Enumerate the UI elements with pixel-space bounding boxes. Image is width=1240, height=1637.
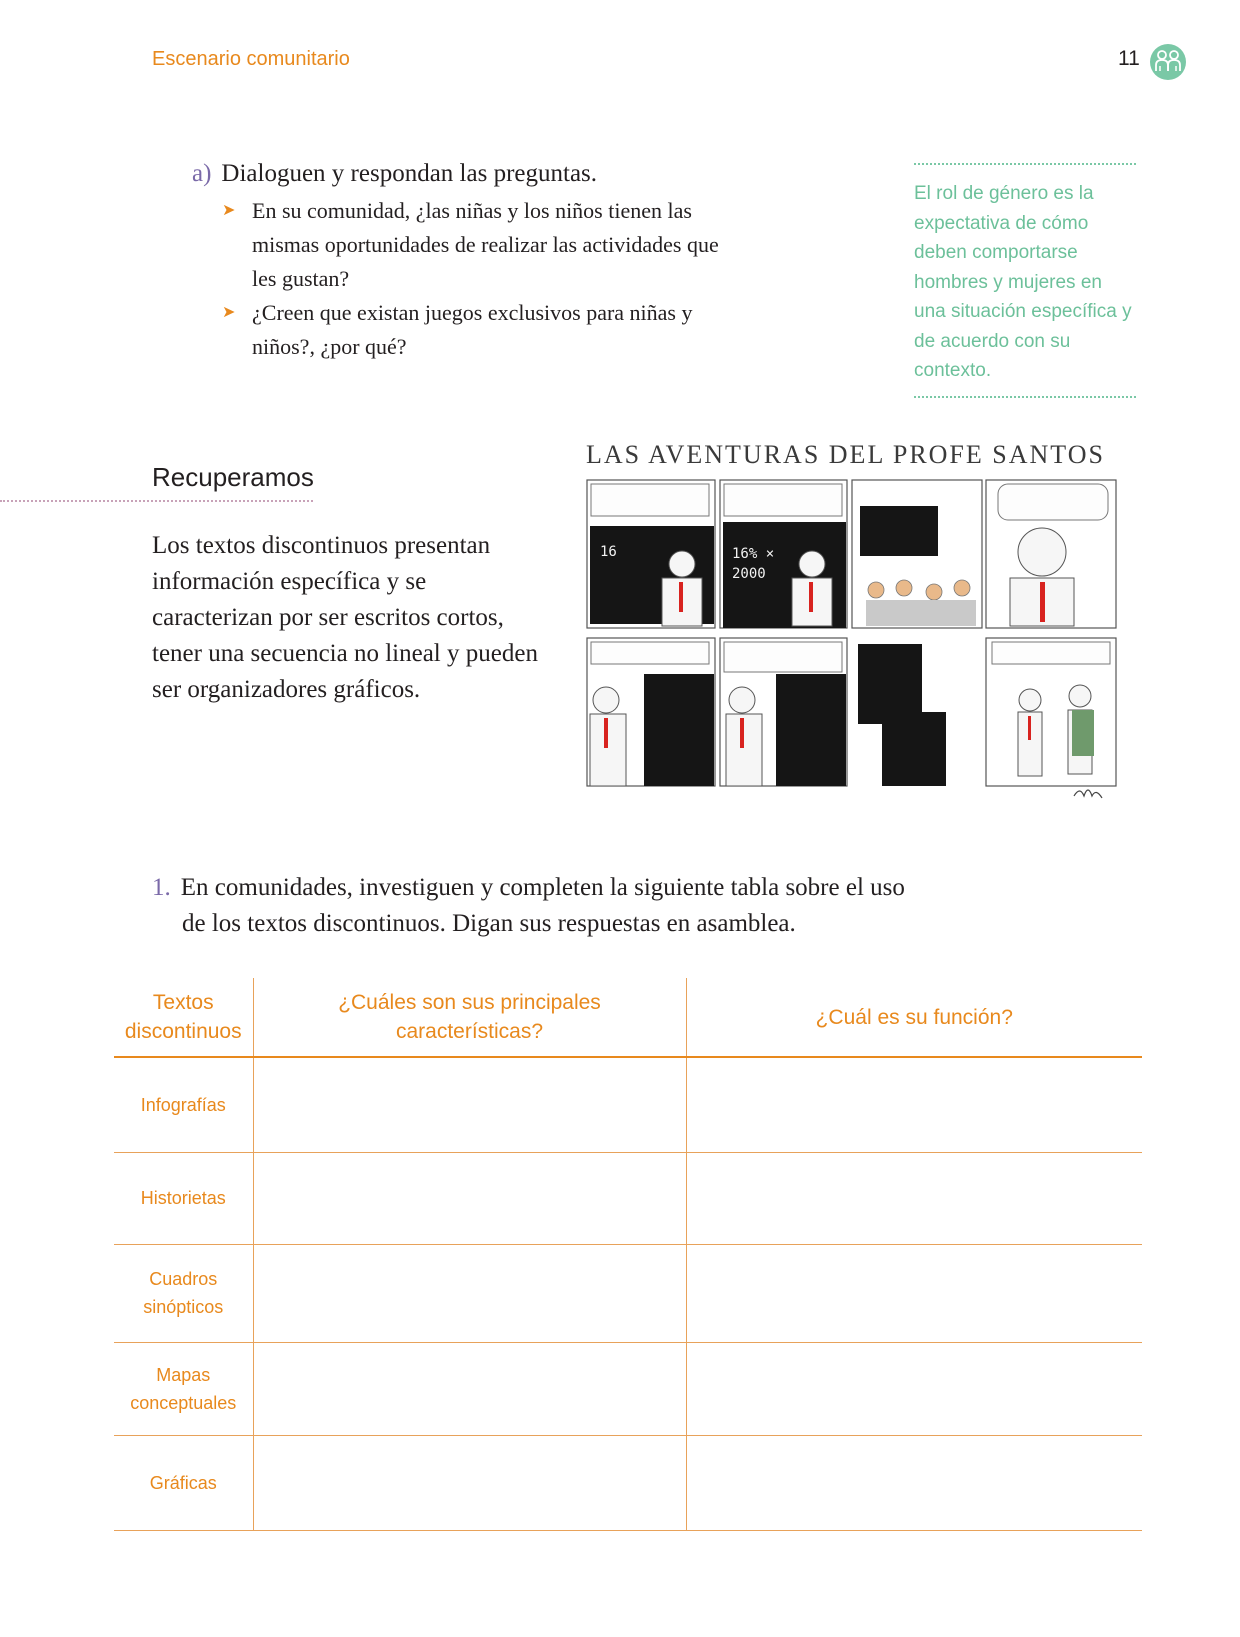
svg-text:2000: 2000 (732, 566, 766, 582)
row-label-text: Mapas conceptuales (130, 1364, 237, 1413)
comic-illustration (586, 478, 1138, 810)
funcion-cell[interactable] (686, 1342, 1142, 1435)
row-label: Infografías (114, 1057, 253, 1152)
comic-title: LAS AVENTURAS DEL PROFE SANTOS (586, 440, 1105, 469)
header-textos-discontinuos (114, 978, 253, 1057)
header-label: ¿Cuál es su función? (815, 1005, 1013, 1029)
header-funcion (686, 978, 1142, 1057)
bullet-item (222, 296, 742, 364)
svg-text:16% ×: 16% × (732, 546, 775, 562)
glossary-note: El rol de género es la expectativa de cómo deben comportarse hombres y mujeres en una situación específica y de acuerdo con su contexto. (914, 163, 1136, 398)
bullet-text: En su comunidad, ¿las niñas y los niños tienen las mismas oportunidades de realizar las actividades que les gustan? (252, 198, 719, 291)
svg-text:16: 16 (600, 544, 617, 560)
table-row (114, 1244, 1142, 1342)
recuperamos-paragraph: Los textos discontinuos presentan información específica y se caracterizan por ser escritos cortos, tener una secuencia no lineal y pueden ser organizadores gráficos. (152, 532, 538, 703)
section-divider (0, 500, 313, 502)
header-label: Textos discontinuos (124, 991, 242, 1043)
row-label: Gráficas (114, 1435, 253, 1530)
activity-1-number: 1. (152, 874, 171, 901)
funcion-cell[interactable] (686, 1152, 1142, 1244)
caracteristicas-cell[interactable] (253, 1244, 686, 1342)
header-label: ¿Cuáles son sus principales características? (338, 991, 601, 1043)
arrow-bullet-icon: ➤ (222, 304, 236, 321)
activity-1-instruction (152, 870, 992, 942)
bullet-item (222, 194, 742, 296)
table-row (114, 1152, 1142, 1244)
header-caracteristicas (253, 978, 686, 1057)
caracteristicas-cell[interactable] (253, 1435, 686, 1530)
activity-a-text: Dialoguen y respondan las preguntas. (221, 160, 598, 187)
activity-1-line1: En comunidades, investiguen y completen la siguiente tabla sobre el uso (180, 874, 905, 901)
caracteristicas-cell[interactable] (253, 1057, 686, 1152)
section-title: Recuperamos (152, 462, 314, 492)
arrow-bullet-icon: ➤ (222, 202, 236, 219)
table-row (114, 1057, 1142, 1152)
funcion-cell[interactable] (686, 1435, 1142, 1530)
section-header: Escenario comunitario (152, 48, 350, 70)
caracteristicas-cell[interactable] (253, 1342, 686, 1435)
activity-a-instruction (192, 160, 597, 188)
table-header-row (114, 978, 1142, 1057)
table-row (114, 1435, 1142, 1530)
row-label (114, 1342, 253, 1435)
row-label: Historietas (114, 1152, 253, 1244)
activity-a-letter: a) (192, 160, 212, 187)
discontinuous-texts-table (114, 978, 1142, 1531)
people-group-icon (1150, 44, 1186, 80)
funcion-cell[interactable] (686, 1057, 1142, 1152)
page-number: 11 (1118, 47, 1140, 70)
table-row (114, 1342, 1142, 1435)
caracteristicas-cell[interactable] (253, 1152, 686, 1244)
bullet-text: ¿Creen que existan juegos exclusivos para niñas y niños?, ¿por qué? (252, 300, 693, 359)
activity-1-line2: de los textos discontinuos. Digan sus respuestas en asamblea. (182, 910, 796, 937)
funcion-cell[interactable] (686, 1244, 1142, 1342)
row-label (114, 1244, 253, 1342)
row-label-text: Cuadros sinópticos (143, 1269, 224, 1317)
comic-strip (586, 478, 1138, 810)
